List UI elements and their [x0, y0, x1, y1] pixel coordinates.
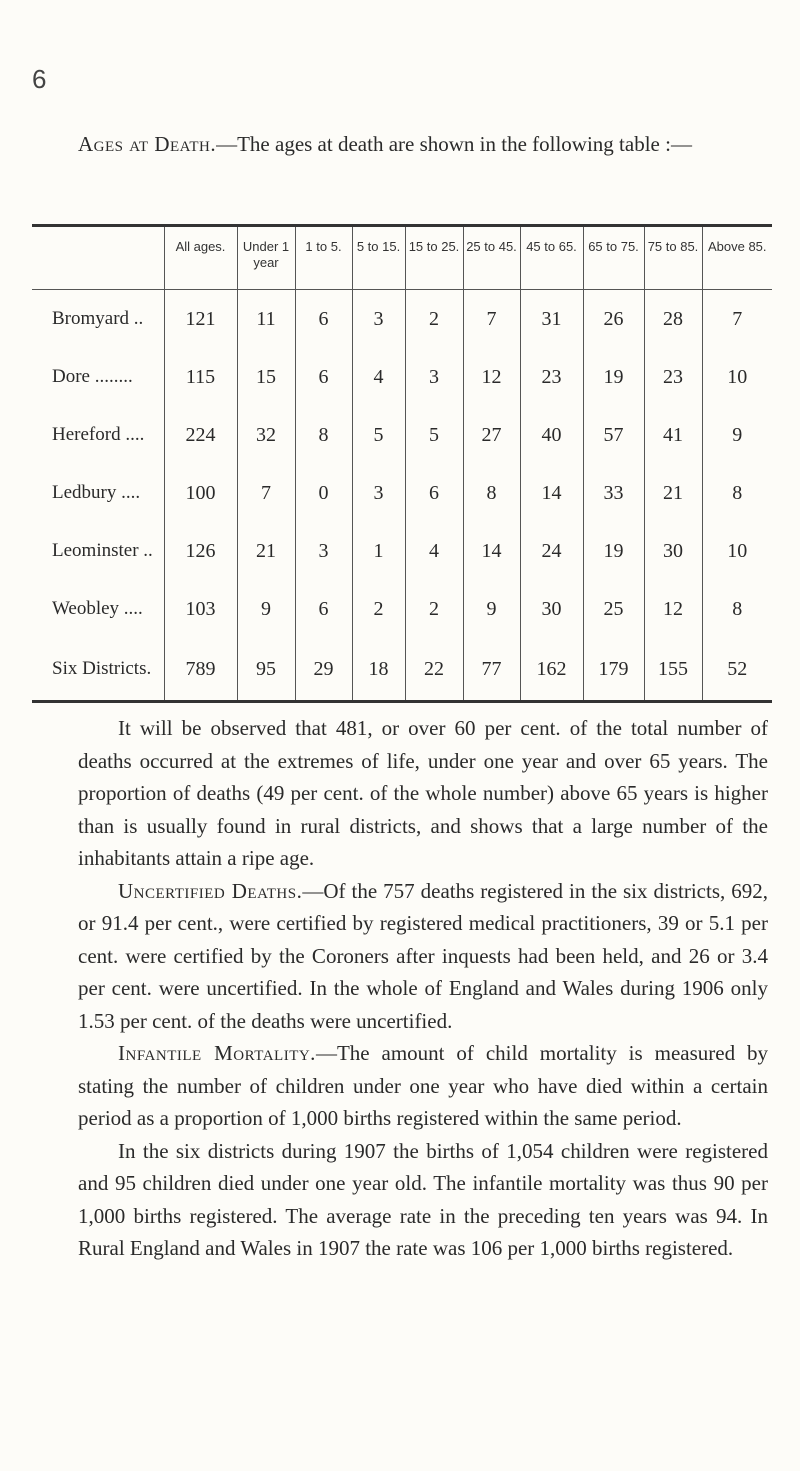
table-cell: 11 — [237, 290, 295, 349]
table-cell: 33 — [583, 464, 644, 522]
table-cell: 14 — [520, 464, 583, 522]
table-row — [32, 580, 772, 638]
table-cell: 115 — [164, 348, 237, 406]
table-cell: 7 — [463, 290, 520, 349]
table-cell: 100 — [164, 464, 237, 522]
header-cell: Above 85. — [702, 226, 772, 290]
header-cell: 1 to 5. — [295, 226, 352, 290]
table-cell: 57 — [583, 406, 644, 464]
table-row — [32, 522, 772, 580]
table-row — [32, 638, 772, 702]
table-cell: 9 — [702, 406, 772, 464]
table-cell: 3 — [295, 522, 352, 580]
paragraph: It will be observed that 481, or over 60 per cent. of the total number of deaths occurred at the extremes of life, under one year and over 65 years. The proportion of deaths (49 per cent. of the whole number) above 65 years is higher than is usually found in rural districts, and shows that a large number of the inhabitants attain a ripe age. — [78, 716, 768, 870]
table-cell: 155 — [644, 638, 702, 702]
district-name: Hereford .... — [52, 424, 145, 445]
table-cell: 4 — [352, 348, 405, 406]
header-cell: Under 1 year — [237, 226, 295, 290]
district-name: Leominster .. — [52, 540, 153, 561]
table-cell: 1 — [352, 522, 405, 580]
table-cell: 41 — [644, 406, 702, 464]
table-cell: 28 — [644, 290, 702, 349]
table-cell: 32 — [237, 406, 295, 464]
paragraph: In the six districts during 1907 the births of 1,054 children were registered and 95 children died under one year old. The infantile mortality was thus 90 per 1,000 births registered. The average rate in the preceding ten years was 94. In Rural England and Wales in 1907 the rate was 106 per 1,000 births registered. — [78, 1138, 768, 1260]
table-cell: 8 — [295, 406, 352, 464]
table-cell: 0 — [295, 464, 352, 522]
table-cell: 23 — [644, 348, 702, 406]
table-cell: 162 — [520, 638, 583, 702]
district-name: Six Districts. — [32, 638, 164, 702]
infantile-heading: Infantile Mortality. — [118, 1041, 316, 1065]
table-cell: 30 — [520, 580, 583, 638]
table-cell: 40 — [520, 406, 583, 464]
table-cell: 29 — [295, 638, 352, 702]
intro-heading: Ages at Death. — [78, 132, 217, 156]
table-cell: 3 — [405, 348, 463, 406]
table-cell: 5 — [405, 406, 463, 464]
table-cell: 8 — [463, 464, 520, 522]
table-cell: 14 — [463, 522, 520, 580]
table-cell: 6 — [405, 464, 463, 522]
page-number: 6 — [32, 64, 47, 94]
intro-paragraph — [78, 128, 768, 160]
body-text — [78, 712, 768, 1265]
table-cell: 6 — [295, 348, 352, 406]
table-cell: 23 — [520, 348, 583, 406]
header-cell: All ages. — [164, 226, 237, 290]
table-cell: 9 — [237, 580, 295, 638]
table-cell: 26 — [583, 290, 644, 349]
district-name: Bromyard .. — [52, 308, 144, 329]
table-cell: 8 — [702, 464, 772, 522]
table-cell: 6 — [295, 580, 352, 638]
table-cell: 22 — [405, 638, 463, 702]
table-cell: 2 — [405, 290, 463, 349]
header-cell: 75 to 85. — [644, 226, 702, 290]
table-cell: 3 — [352, 290, 405, 349]
table-cell: 52 — [702, 638, 772, 702]
table-cell: 12 — [644, 580, 702, 638]
header-cell: 65 to 75. — [583, 226, 644, 290]
table-cell: 19 — [583, 522, 644, 580]
table-row — [32, 348, 772, 406]
table-cell: 3 — [352, 464, 405, 522]
district-name: Weobley .... — [52, 598, 143, 619]
table-cell: 30 — [644, 522, 702, 580]
table-cell: 27 — [463, 406, 520, 464]
table-cell: 25 — [583, 580, 644, 638]
header-cell: 25 to 45. — [463, 226, 520, 290]
table-cell: 2 — [352, 580, 405, 638]
table-cell: 31 — [520, 290, 583, 349]
table-cell: 21 — [644, 464, 702, 522]
table-cell: 10 — [702, 348, 772, 406]
table-cell: 95 — [237, 638, 295, 702]
paragraph: Infantile Mortality.—The amount of child mortality is measured by stating the number of children under one year who have died within a certain period as a proportion of 1,000 births registered within the same period. — [78, 1041, 768, 1130]
table-row — [32, 406, 772, 464]
table-cell: 789 — [164, 638, 237, 702]
table-cell: 121 — [164, 290, 237, 349]
table-cell: 7 — [702, 290, 772, 349]
paragraph: Uncertified Deaths.—Of the 757 deaths registered in the six districts, 692, or 91.4 per cent., were certified by registered medical practitioners, 39 or 5.1 per cent. were certified by the Coroners after inquests had been held, and 26 or 3.4 per cent. were uncertified. In the whole of England and Wales during 1906 only 1.53 per cent. of the deaths were uncertified. — [78, 878, 768, 1033]
table-cell: 18 — [352, 638, 405, 702]
table-cell: 9 — [463, 580, 520, 638]
table-cell: 179 — [583, 638, 644, 702]
header-cell: 5 to 15. — [352, 226, 405, 290]
table-cell: 224 — [164, 406, 237, 464]
district-name: Ledbury .... — [52, 482, 141, 503]
table-cell: 4 — [405, 522, 463, 580]
table-cell: 126 — [164, 522, 237, 580]
ages-at-death-table — [32, 224, 772, 703]
header-cell: 15 to 25. — [405, 226, 463, 290]
table-cell: 12 — [463, 348, 520, 406]
table-cell: 21 — [237, 522, 295, 580]
table-cell: 6 — [295, 290, 352, 349]
table-cell: 7 — [237, 464, 295, 522]
table-cell: 24 — [520, 522, 583, 580]
table-cell: 19 — [583, 348, 644, 406]
table-cell: 8 — [702, 580, 772, 638]
header-district — [32, 226, 164, 290]
table-header-row — [32, 226, 772, 290]
uncertified-heading: Uncertified Deaths. — [118, 878, 303, 903]
intro-text: —The ages at death are shown in the following table :— — [216, 132, 692, 156]
table-row — [32, 464, 772, 522]
table-cell: 2 — [405, 580, 463, 638]
table-row — [32, 290, 772, 349]
table-cell: 15 — [237, 348, 295, 406]
table-cell: 10 — [702, 522, 772, 580]
district-name: Dore ........ — [52, 366, 133, 387]
header-cell: 45 to 65. — [520, 226, 583, 290]
table-cell: 103 — [164, 580, 237, 638]
table-cell: 5 — [352, 406, 405, 464]
table-cell: 77 — [463, 638, 520, 702]
